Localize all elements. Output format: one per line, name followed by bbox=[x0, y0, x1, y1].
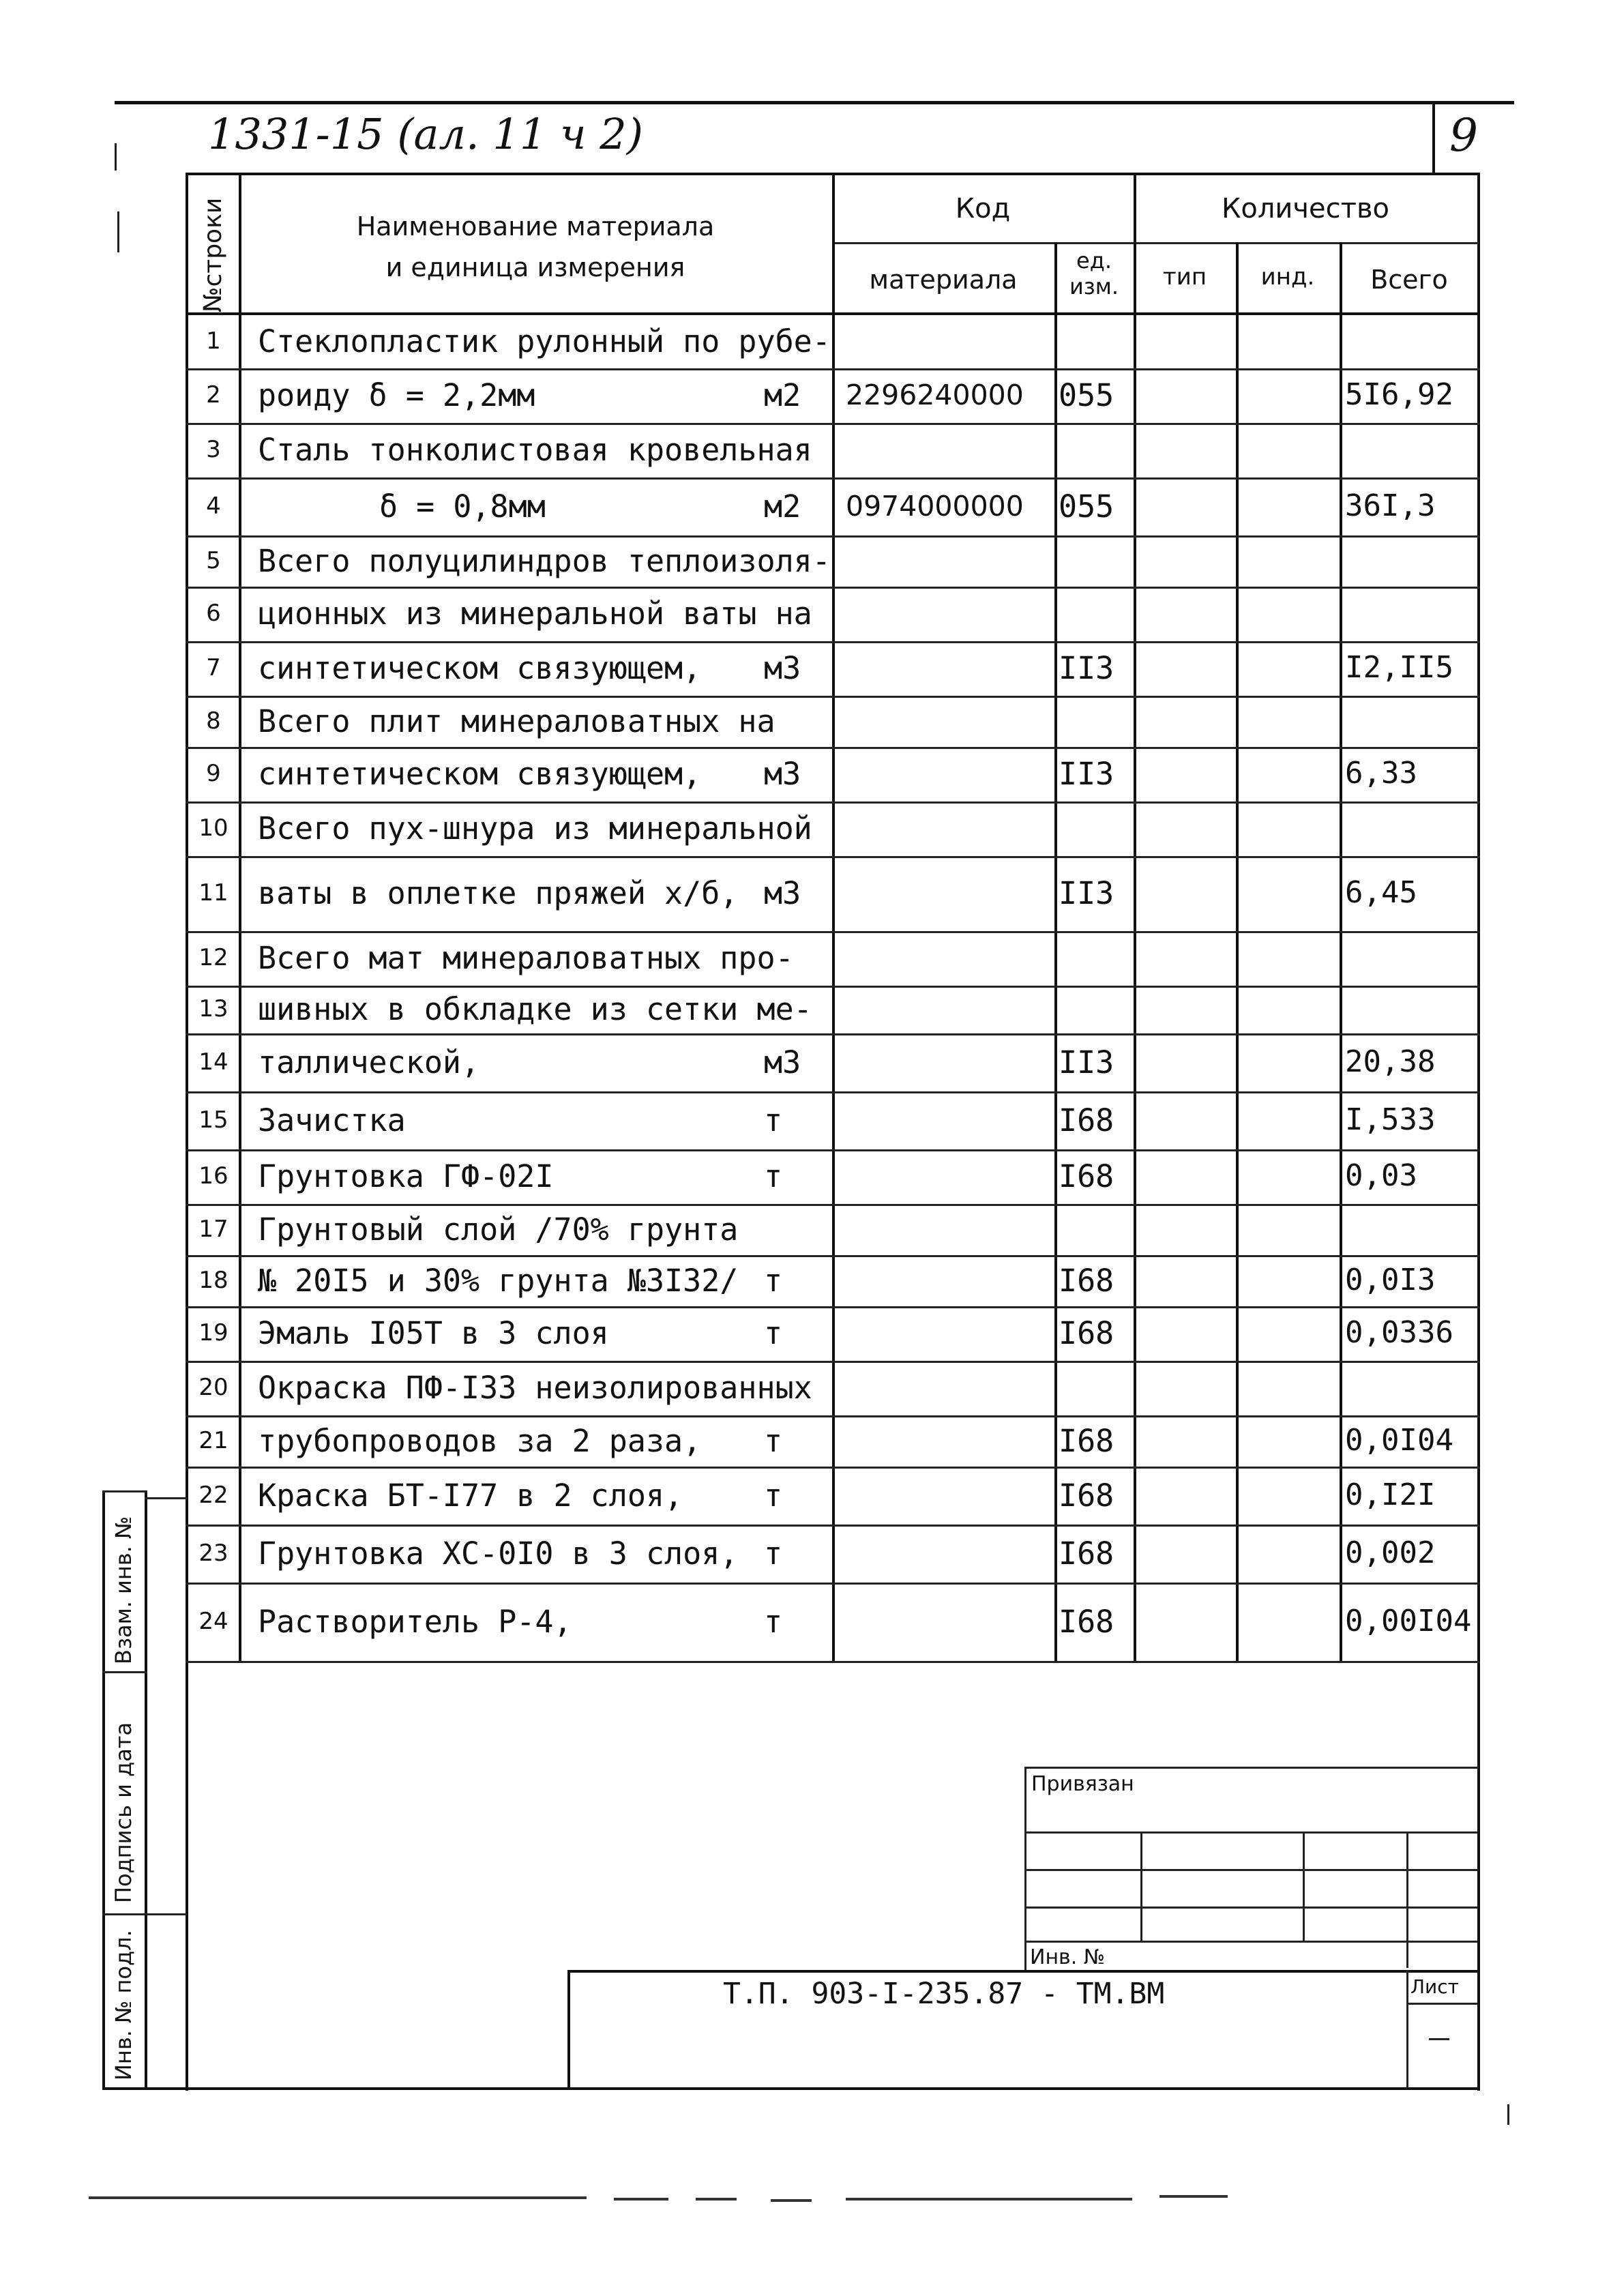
linked-label: Привязан bbox=[1031, 1772, 1134, 1796]
row-number: 15 bbox=[198, 1106, 228, 1134]
row-divider bbox=[186, 1033, 1480, 1035]
unit-name: т bbox=[764, 1158, 783, 1194]
unit-code: 055 bbox=[1059, 377, 1114, 413]
unit-code: I68 bbox=[1059, 1535, 1114, 1572]
quantity-total: 0,I2I bbox=[1345, 1477, 1436, 1512]
unit-code: I68 bbox=[1059, 1263, 1114, 1299]
row-divider bbox=[186, 535, 1480, 538]
row-divider bbox=[186, 1306, 1480, 1308]
qty-total-header: Всего bbox=[1370, 265, 1448, 295]
row-number: 16 bbox=[198, 1162, 228, 1190]
quantity-total: 0,002 bbox=[1345, 1535, 1436, 1570]
quantity-total: I2,II5 bbox=[1345, 650, 1453, 685]
unit-name: м3 bbox=[764, 875, 801, 911]
inv-number-label: Инв. № bbox=[1030, 1945, 1106, 1969]
unit-code: II3 bbox=[1059, 650, 1114, 686]
row-divider bbox=[186, 1467, 1480, 1469]
unit-name: м2 bbox=[764, 488, 801, 525]
row-number: 17 bbox=[198, 1216, 228, 1243]
row-divider bbox=[186, 1149, 1480, 1151]
row-divider bbox=[186, 1415, 1480, 1417]
quantity-total: 6,45 bbox=[1345, 875, 1417, 910]
material-name: Всего пух-шнура из минеральной bbox=[258, 810, 812, 847]
material-name: № 20I5 и 30% грунта №3I32/ bbox=[258, 1263, 739, 1299]
material-name: δ = 0,8мм bbox=[379, 488, 546, 525]
material-name: ционных из минеральной ваты на bbox=[258, 595, 812, 632]
material-name: Грунтовка ГФ-02I bbox=[258, 1158, 554, 1194]
unit-code: I68 bbox=[1059, 1477, 1114, 1514]
row-divider bbox=[186, 1204, 1480, 1206]
row-divider bbox=[186, 986, 1480, 988]
material-name: Всего мат минераловатных про- bbox=[258, 940, 794, 976]
row-number: 2 bbox=[206, 381, 221, 409]
row-number: 14 bbox=[198, 1048, 228, 1076]
row-divider bbox=[186, 1361, 1480, 1363]
material-name: Окраска ПФ-I33 неизолированных bbox=[258, 1370, 812, 1406]
row-number: 18 bbox=[198, 1267, 228, 1294]
material-name: Грунтовый слой /70% грунта bbox=[258, 1211, 739, 1248]
qty-type-header: тип bbox=[1162, 263, 1207, 291]
unit-name: т bbox=[764, 1535, 783, 1572]
unit-code: I68 bbox=[1059, 1158, 1114, 1194]
row-divider bbox=[186, 423, 1480, 425]
material-name: синтетическом связующем, bbox=[258, 650, 702, 686]
row-number: 20 bbox=[198, 1374, 228, 1401]
row-number: 4 bbox=[206, 492, 221, 520]
row-number: 21 bbox=[198, 1427, 228, 1454]
row-number: 5 bbox=[206, 547, 221, 574]
material-code: 2296240000 bbox=[846, 379, 1024, 411]
material-name: шивных в обкладке из сетки ме- bbox=[258, 991, 812, 1027]
row-number: 11 bbox=[198, 879, 228, 907]
row-number-header: №строки bbox=[199, 197, 227, 312]
quantity-total: 0,0336 bbox=[1345, 1315, 1453, 1350]
name-unit-header: и единица измерения bbox=[385, 252, 685, 282]
row-number: 9 bbox=[206, 760, 221, 787]
row-divider bbox=[186, 1583, 1480, 1585]
row-number: 24 bbox=[198, 1608, 228, 1635]
material-name: Всего полуцилиндров теплоизоля- bbox=[258, 543, 831, 579]
quantity-total: 0,0I3 bbox=[1345, 1263, 1436, 1297]
row-number: 19 bbox=[198, 1319, 228, 1346]
unit-name: т bbox=[764, 1477, 783, 1514]
row-divider bbox=[186, 1091, 1480, 1093]
row-number: 22 bbox=[198, 1482, 228, 1509]
row-divider bbox=[186, 931, 1480, 933]
row-number: 3 bbox=[206, 436, 221, 463]
unit-name: т bbox=[764, 1102, 783, 1138]
unit-code: I68 bbox=[1059, 1423, 1114, 1459]
sign-date-label: Подпись и дата bbox=[110, 1722, 136, 1903]
unit-name: т bbox=[764, 1604, 783, 1640]
row-divider bbox=[186, 856, 1480, 858]
row-number: 12 bbox=[198, 944, 228, 971]
row-divider bbox=[186, 1661, 1480, 1663]
row-number: 6 bbox=[206, 600, 221, 627]
unit-code: I68 bbox=[1059, 1604, 1114, 1640]
unit-code: II3 bbox=[1059, 756, 1114, 792]
row-number: 1 bbox=[206, 327, 221, 355]
unit-code: I68 bbox=[1059, 1102, 1114, 1138]
unit-name: м3 bbox=[764, 1044, 801, 1080]
doc-reference: 1331-15 (ал. 11 ч 2) bbox=[208, 109, 643, 159]
material-name: Всего плит минераловатных на bbox=[258, 703, 775, 739]
material-code-header: материала bbox=[869, 265, 1018, 295]
unit-name: м3 bbox=[764, 756, 801, 792]
row-divider bbox=[186, 801, 1480, 804]
inv-podl-label: Инв. № подл. bbox=[110, 1930, 136, 2080]
material-code: 0974000000 bbox=[846, 490, 1024, 523]
unit-name: т bbox=[764, 1263, 783, 1299]
row-divider bbox=[186, 696, 1480, 698]
quantity-total: 0,0I04 bbox=[1345, 1423, 1453, 1458]
material-name: Стеклопластик рулонный по рубе- bbox=[258, 323, 831, 359]
qty-ind-header: инд. bbox=[1260, 263, 1315, 291]
material-name: Эмаль I05Т в 3 слоя bbox=[258, 1315, 609, 1351]
material-name: Сталь тонколистовая кровельная bbox=[258, 432, 812, 468]
row-divider bbox=[186, 477, 1480, 480]
unit-code: 055 bbox=[1059, 488, 1114, 525]
unit-name: т bbox=[764, 1423, 783, 1459]
material-name: Зачистка bbox=[258, 1102, 406, 1138]
vzam-inv-label: Взам. инв. № bbox=[110, 1516, 136, 1664]
material-name: синтетическом связующем, bbox=[258, 756, 702, 792]
material-name: Грунтовка ХС-0I0 в 3 слоя, bbox=[258, 1535, 739, 1572]
unit-name: м2 bbox=[764, 377, 801, 413]
unit-name: м3 bbox=[764, 650, 801, 686]
quantity-total: 5I6,92 bbox=[1345, 377, 1453, 412]
unit-code-header-2: изм. bbox=[1069, 274, 1119, 299]
row-divider bbox=[186, 747, 1480, 749]
unit-name: т bbox=[764, 1315, 783, 1351]
row-number: 7 bbox=[206, 654, 221, 681]
row-divider bbox=[186, 1255, 1480, 1257]
row-divider bbox=[186, 1525, 1480, 1527]
row-divider bbox=[186, 368, 1480, 370]
unit-code: II3 bbox=[1059, 875, 1114, 911]
sheet-label: Лист bbox=[1410, 1975, 1459, 1998]
row-number: 10 bbox=[198, 814, 228, 842]
row-divider bbox=[186, 641, 1480, 643]
unit-code-header-1: ед. bbox=[1076, 248, 1112, 274]
quantity-total: 20,38 bbox=[1345, 1044, 1436, 1079]
code-header: Код bbox=[955, 193, 1011, 224]
material-name: роиду δ = 2,2мм bbox=[258, 377, 535, 413]
quantity-total: 0,00I04 bbox=[1345, 1604, 1472, 1638]
material-name: ваты в оплетке пряжей х/б, bbox=[258, 875, 739, 911]
material-name: Краска БТ-I77 в 2 слоя, bbox=[258, 1477, 683, 1514]
page-number: 9 bbox=[1449, 109, 1478, 162]
unit-code: I68 bbox=[1059, 1315, 1114, 1351]
quantity-total: 6,33 bbox=[1345, 756, 1417, 791]
quantity-total: I,533 bbox=[1345, 1102, 1436, 1137]
quantity-total: 36I,3 bbox=[1345, 488, 1436, 523]
material-name: трубопроводов за 2 раза, bbox=[258, 1423, 702, 1459]
unit-code: II3 bbox=[1059, 1044, 1114, 1080]
material-name: Растворитель Р-4, bbox=[258, 1604, 572, 1640]
row-number: 23 bbox=[198, 1540, 228, 1567]
row-divider bbox=[186, 587, 1480, 589]
row-number: 8 bbox=[206, 707, 221, 735]
name-header: Наименование материала bbox=[356, 211, 715, 241]
quantity-total: 0,03 bbox=[1345, 1158, 1417, 1193]
row-number: 13 bbox=[198, 995, 228, 1022]
quantity-header: Количество bbox=[1221, 193, 1389, 224]
material-name: таллической, bbox=[258, 1044, 480, 1080]
document-designation: Т.П. 903-I-235.87 - ТМ.ВМ bbox=[723, 1977, 1165, 2011]
